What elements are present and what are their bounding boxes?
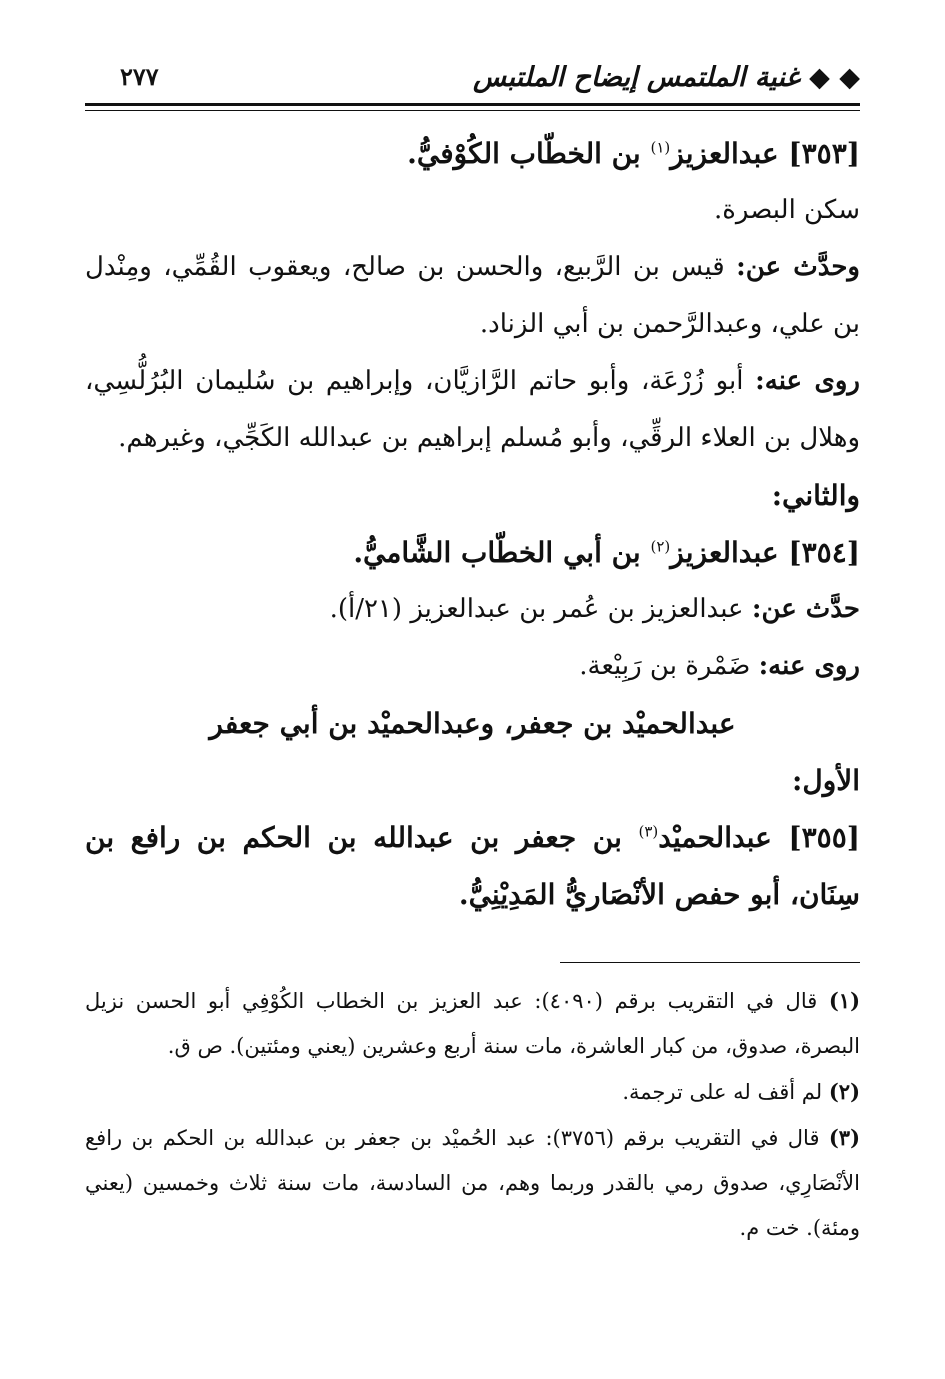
footnote-number: (٣) bbox=[828, 1125, 861, 1150]
footnote-3: (٣) قال في التقريب برقم (٣٧٥٦): عبد الحُميْد بن جعفر بن عبدالله بن الحكم بن رافع الأنْصَارِي، صدوق رمي بالقدر وربما وهم، من السادسة، مات سنة ثلاث وخمسين (يعني ومئة). خت م. bbox=[85, 1125, 861, 1240]
footnote-number: (٢) bbox=[828, 1079, 860, 1104]
running-header bbox=[85, 58, 860, 98]
footnote-ref-2[interactable]: (٢) bbox=[650, 537, 671, 556]
footnote-number: (١) bbox=[828, 988, 860, 1013]
first-label: الأول: bbox=[792, 764, 860, 797]
running-title: ◆ ◆ غنية الملتمس إيضاح الملتبس bbox=[473, 62, 860, 93]
footnotes bbox=[85, 978, 860, 1251]
narrated-by-label: روى عنه: bbox=[755, 366, 860, 396]
narrated-from-label: حدَّث عن: bbox=[751, 594, 860, 624]
narrated-by-label: روى عنه: bbox=[758, 651, 860, 681]
header-rule-thin bbox=[85, 110, 860, 111]
footnote-1: (١) قال في التقريب برقم (٤٠٩٠): عبد العزيز بن الخطاب الكُوْفِي أبو الحسن نزيل البصرة، صدوق، من كبار العاشرة، مات سنة أربع وعشرين (يعني ومئتين). ص ق. bbox=[85, 988, 860, 1058]
entry-353-residence: سكن البصرة. bbox=[714, 195, 860, 225]
entry-353-narrated-from: وحدَّث عن: قيس بن الرَّبيع، والحسن بن صالح، ويعقوب القُمِّي، ومِنْدل بن علي، وعبدالرَّحمن بن أبي الزناد. bbox=[85, 252, 860, 339]
footnote-separator bbox=[560, 962, 860, 963]
footnote-2: (٢) لم أقف له على ترجمة. bbox=[622, 1079, 860, 1104]
entry-354-heading: [٣٥٤] عبدالعزيز$^{(٢)}$ بن أبي الخطّاب الشَّاميُّ. bbox=[353, 536, 860, 569]
narrated-from-label: وحدَّث عن: bbox=[736, 252, 860, 282]
entry-354-narrated-from: حدَّث عن: عبدالعزيز بن عُمر بن عبدالعزيز (٢١/أ). bbox=[329, 594, 860, 624]
footnote-ref-1[interactable]: (١) bbox=[650, 138, 671, 157]
entry-353-heading: [٣٥٣] عبدالعزيز$^{(١)}$ بن الخطّاب الكُوْفيُّ. bbox=[407, 137, 860, 170]
entry-353-narrated-by: روى عنه: أبو زُرْعَة، وأبو حاتم الرَّازيَّان، وإبراهيم بن سُليمان البُرُلُّسِي، وهلال بن العلاء الرقِّي، وأبو مُسلم إبراهيم بن عبدالله الكَجِّي، وغيرهم. bbox=[85, 366, 860, 453]
header-rule-thick bbox=[85, 103, 860, 106]
section-title: عبدالحميْد بن جعفر، وعبدالحميْد بن أبي جعفر bbox=[209, 707, 736, 740]
entry-355-heading: [٣٥٥] عبدالحميْد$^{(٣)}$ بن جعفر بن عبدالله بن الحكم بن رافع بن سِنَان، أبو حفص الأنْصَاريُّ المَدِيْنِيُّ. bbox=[85, 821, 860, 911]
second-label: والثاني: bbox=[771, 479, 860, 512]
footnote-ref-3[interactable]: (٣) bbox=[638, 822, 659, 841]
entry-354-narrated-by: روى عنه: ضَمْرة بن رَبِيْعة. bbox=[579, 651, 860, 681]
main-text bbox=[85, 125, 860, 923]
page-number: ٢٧٧ bbox=[120, 62, 159, 91]
